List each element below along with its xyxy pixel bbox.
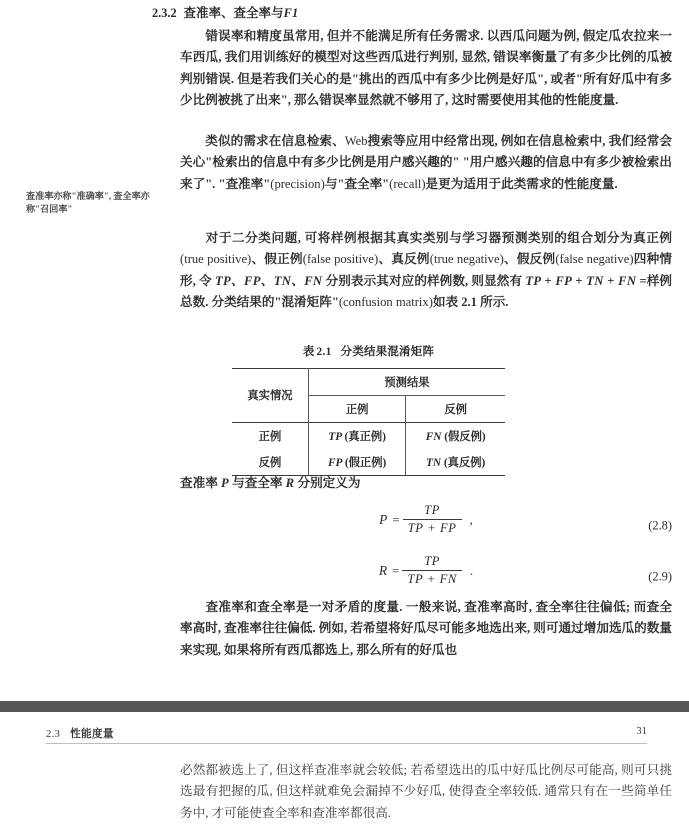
equation-lead-in-part-b: 与查全率 [232, 476, 283, 490]
running-head-rule [46, 743, 647, 744]
paragraph-3-part-a: 对于二分类问题, 可将样例根据其真实类别与学习器预测类别的组合划分为真正例 [205, 231, 672, 245]
confusion-matrix-table [232, 368, 505, 476]
equation-lead-in-symbol-r: R [285, 476, 295, 490]
term-confusion-matrix: (confusion matrix) [338, 295, 433, 310]
table-cell-tn [406, 449, 505, 476]
term-web: Web [344, 134, 368, 148]
table-caption-title: 分类结果混淆矩阵 [340, 346, 435, 358]
table-cell-fp-label: (假正例) [344, 456, 387, 469]
paragraph-2-part-a: 类似的需求在信息检索、 [205, 134, 345, 148]
inline-math-variables: TP、FP、TN、FN [214, 273, 323, 288]
table-caption-label: 表 [302, 346, 315, 358]
paragraph-3-part-h: 如表 2.1 所示. [432, 295, 509, 310]
paragraph-1-text: 错误率和精度虽常用, 但并不能满足所有任务需求. 以西瓜问题为例, 假定瓜农拉来一车西瓜, 我们用训练好的模型对这些西瓜进行判别, 显然, 错误率衡量了有多少比例的瓜被判别错误. 但是若我们关心的是"挑出的西瓜中有多少比例是好瓜", 或者"所有好瓜中有多少比例被挑了出来", 那么错误率显然就不够用了, 这时需要使用其他的性能度量. [180, 29, 672, 108]
page-separator-bar [0, 701, 689, 712]
equation-2-9-fraction [402, 554, 462, 587]
paragraph-3-part-g: =样例总数. 分类结果的"混淆矩阵" [180, 273, 673, 310]
running-head-number: 2.3 [46, 729, 61, 740]
section-title-math: F1 [283, 6, 299, 20]
equation-2-8-numerator: TP [424, 503, 441, 517]
table-caption-number: 2.1 [316, 346, 332, 358]
paragraph-4-text: 查准率和查全率是一对矛盾的度量. 一般来说, 查准率高时, 查全率往往偏低; 而查全率高时, 查准率往往偏低. 例如, 若希望将好瓜尽可能多地选出来, 则可通过增加选瓜的数量来实现, 如果将所有西瓜都选上, 那么所有的好瓜也 [180, 600, 672, 657]
term-false-negative: (false negative) [555, 252, 634, 267]
table-cell-fn-label: (假反例) [444, 430, 486, 443]
term-precision: (precision) [270, 176, 325, 191]
equation-2-9-denominator: TP + FN [402, 570, 462, 587]
table-col-header-negative: 反例 [444, 403, 467, 416]
paragraph-3-part-e: 四种情形, 令 [180, 252, 672, 288]
table-col-header-positive: 正例 [308, 396, 405, 423]
paragraph-2-part-b: 搜索等应用中经常出现, 例如在信息检索中, 我们经常会关心"检索出的信息中有多少比例是用户感兴趣的" "用户感兴趣的信息中有多少被检索出来了". "查准率" [180, 134, 673, 191]
confusion-matrix-table-block [231, 343, 506, 476]
term-recall: (recall) [389, 176, 426, 191]
term-true-negative: (true negative) [429, 252, 504, 267]
equation-2-8-tail: , [469, 511, 473, 527]
equation-2-9-body [180, 554, 672, 587]
table-row-label-positive: 正例 [232, 423, 308, 450]
term-false-positive: (false positive) [302, 252, 379, 267]
equation-2-9-tail: . [469, 562, 474, 578]
equation-2-8-number: (2.8) [648, 518, 672, 533]
table-cell-fn-symbol: FN [425, 430, 442, 443]
paragraph-3-part-d: 、假反例 [503, 252, 556, 267]
equation-2-8-denominator: TP + FP [403, 519, 462, 536]
term-true-positive: (true positive) [180, 252, 252, 267]
paragraph-2-part-c: 与"查全率" [324, 176, 390, 191]
equation-2-9-number: (2.9) [648, 569, 672, 584]
paragraph-3-part-c: 、真反例 [378, 252, 430, 267]
page-scan-lower [0, 712, 689, 826]
section-number: 2.3.2 [152, 6, 177, 20]
paragraph-2 [180, 131, 672, 195]
table-cell-fp-symbol: FP [328, 456, 343, 469]
inline-math-sum: TP + FP + TN + FN [525, 273, 637, 288]
equation-lead-in-symbol-p: P [220, 476, 229, 490]
table-cell-fn [406, 423, 505, 450]
table-corner-header: 真实情况 [232, 369, 308, 423]
equation-2-8-body [180, 503, 672, 536]
equation-2-9-lhs: R [378, 562, 388, 578]
page-number: 31 [636, 725, 647, 737]
equation-lead-in-part-c: 分别定义为 [297, 476, 361, 490]
equation-lead-in-part-a: 查准率 [180, 476, 218, 490]
paragraph-3-part-b: 、假正例 [251, 252, 303, 267]
paragraph-4 [180, 597, 672, 661]
equation-2-9-block [180, 554, 672, 600]
equation-2-8-relation: = [392, 511, 400, 527]
table-cell-tp [308, 423, 405, 450]
table-cell-tp-label: (真正例) [344, 430, 386, 443]
table-caption [231, 343, 506, 359]
equation-2-8-fraction [403, 503, 462, 536]
section-heading [152, 3, 298, 21]
paragraph-3 [180, 228, 672, 314]
running-head-title: 性能度量 [70, 729, 114, 740]
equation-2-9-numerator: TP [424, 554, 441, 568]
equation-2-8-block [180, 503, 672, 549]
paragraph-2-part-d: 是更为适用于此类需求的性能度量. [425, 176, 618, 191]
table-group-header: 预测结果 [308, 369, 505, 396]
table-row [232, 423, 505, 450]
equation-2-8-lhs: P [379, 511, 388, 527]
running-head [46, 726, 114, 741]
table-cell-tp-symbol: TP [328, 430, 342, 443]
table-header-row-1 [232, 369, 505, 396]
paragraph-3-part-f: 分别表示其对应的样例数, 则显然有 [325, 273, 523, 288]
paragraph-1 [180, 26, 672, 112]
table-cell-tn-symbol: TN [426, 456, 442, 469]
margin-note: 查准率亦称"准确率", 查全率亦称"召回率" [26, 191, 150, 214]
paragraph-5: 必然都被选上了, 但这样查准率就会较低; 若希望选出的瓜中好瓜比例尽可能高, 则可只挑选最有把握的瓜, 但这样就难免会漏掉不少好瓜, 使得查全率较低. 通常只有在一些简单任务中, 才可能使查全率和查准率都很高. [180, 763, 673, 820]
equation-2-9-relation: = [392, 562, 400, 578]
table-row-label-negative: 反例 [232, 449, 308, 476]
table-cell-tn-label: (真反例) [443, 456, 486, 469]
equation-lead-in [180, 472, 360, 491]
section-title-text: 查准率、查全率与 [183, 6, 284, 20]
